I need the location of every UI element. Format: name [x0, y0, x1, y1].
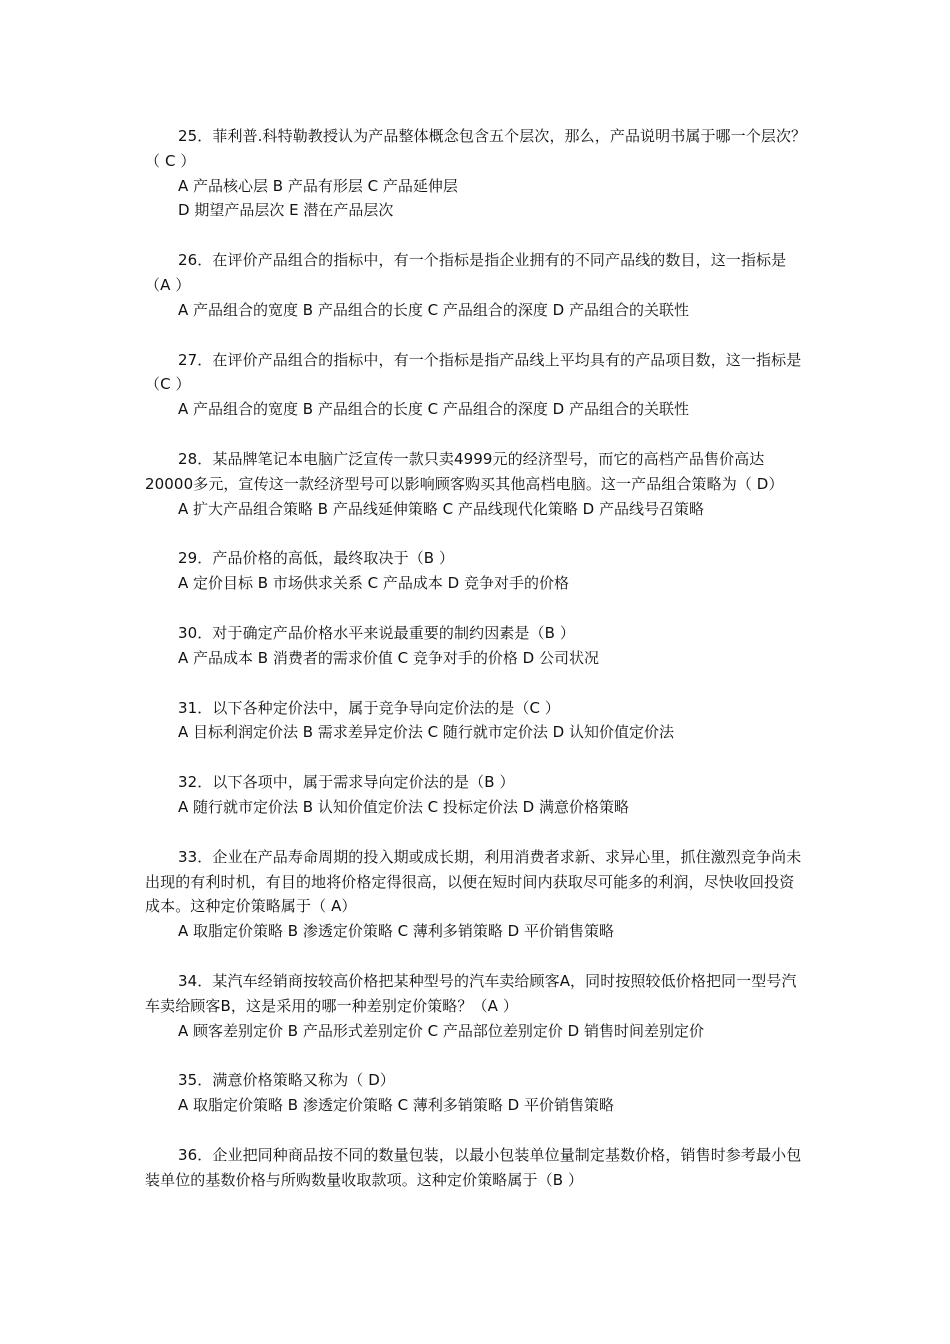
question-text: 32．以下各项中，属于需求导向定价法的是（B ）	[178, 773, 515, 792]
question-options: A 顾客差别定价 B 产品形式差别定价 C 产品部位差别定价 D 销售时间差别定价	[178, 1021, 704, 1040]
question-text: 28．某品牌笔记本电脑广泛宣传一款只卖4999元的经济型号，而它的高档产品售价高达20000多元，宣传这一款经济型号可以影响顾客购买其他高档电脑。这一产品组合策略为（ D）	[145, 449, 784, 493]
question-text: 25．菲利普.科特勒教授认为产品整体概念包含五个层次，那么，产品说明书属于哪一个层次？（ C ）	[145, 127, 807, 170]
question-text: 33．企业在产品寿命周期的投入期或成长期，利用消费者求新、求异心里，抓住激烈竞争尚未出现的有利时机，有目的地将价格定得很高，以便在短时间内获取尽可能多的利润，尽快收回投资成本。这种定价策略属于（ A）	[145, 847, 802, 916]
question-text: 35．满意价格策略又称为（ D）	[178, 1071, 396, 1090]
question-30	[145, 621, 807, 671]
question-27	[145, 348, 807, 422]
question-options: A 产品组合的宽度 B 产品组合的长度 C 产品组合的深度 D 产品组合的关联性	[178, 400, 689, 419]
question-26	[145, 248, 807, 322]
question-text: 29．产品价格的高低，最终取决于（B ）	[178, 549, 455, 568]
question-options: A 定价目标 B 市场供求关系 C 产品成本 D 竞争对手的价格	[178, 574, 569, 593]
question-29	[145, 546, 807, 596]
question-25	[145, 124, 807, 223]
question-options: A 产品核心层 B 产品有形层 C 产品延伸层	[178, 176, 458, 195]
question-options: A 目标利润定价法 B 需求差异定价法 C 随行就市定价法 D 认知价值定价法	[178, 723, 674, 742]
question-31	[145, 696, 807, 746]
question-options: D 期望产品层次 E 潜在产品层次	[178, 201, 394, 220]
question-text: 27．在评价产品组合的指标中，有一个指标是指产品线上平均具有的产品项目数，这一指标是（C ）	[145, 350, 802, 394]
question-options: A 扩大产品组合策略 B 产品线延伸策略 C 产品线现代化策略 D 产品线号召策略	[178, 499, 704, 518]
question-33	[145, 845, 807, 944]
question-options: A 产品组合的宽度 B 产品组合的长度 C 产品组合的深度 D 产品组合的关联性	[178, 300, 689, 319]
question-34	[145, 969, 807, 1043]
question-options: A 产品成本 B 消费者的需求价值 C 竞争对手的价格 D 公司状况	[178, 648, 599, 667]
question-options: A 取脂定价策略 B 渗透定价策略 C 薄利多销策略 D 平价销售策略	[178, 1096, 614, 1115]
question-32	[145, 770, 807, 820]
document-page	[145, 124, 807, 1218]
question-text: 30．对于确定产品价格水平来说最重要的制约因素是（B ）	[178, 623, 575, 642]
question-text: 26．在评价产品组合的指标中，有一个指标是指企业拥有的不同产品线的数目，这一指标是（A ）	[145, 251, 787, 294]
question-text: 36．企业把同种商品按不同的数量包装，以最小包装单位量制定基数价格，销售时参考最小包装单位的基数价格与所购数量收取款项。这种定价策略属于（B ）	[145, 1145, 802, 1189]
question-options: A 随行就市定价法 B 认知价值定价法 C 投标定价法 D 满意价格策略	[178, 797, 629, 816]
question-text: 31．以下各种定价法中，属于竞争导向定价法的是（C ）	[178, 698, 561, 717]
question-28	[145, 447, 807, 521]
question-35	[145, 1068, 807, 1118]
question-options: A 取脂定价策略 B 渗透定价策略 C 薄利多销策略 D 平价销售策略	[178, 922, 614, 941]
question-text: 34．某汽车经销商按较高价格把某种型号的汽车卖给顾客A，同时按照较低价格把同一型号汽车卖给顾客B，这是采用的哪一种差别定价策略？（A ）	[145, 971, 797, 1015]
question-36	[145, 1143, 807, 1193]
